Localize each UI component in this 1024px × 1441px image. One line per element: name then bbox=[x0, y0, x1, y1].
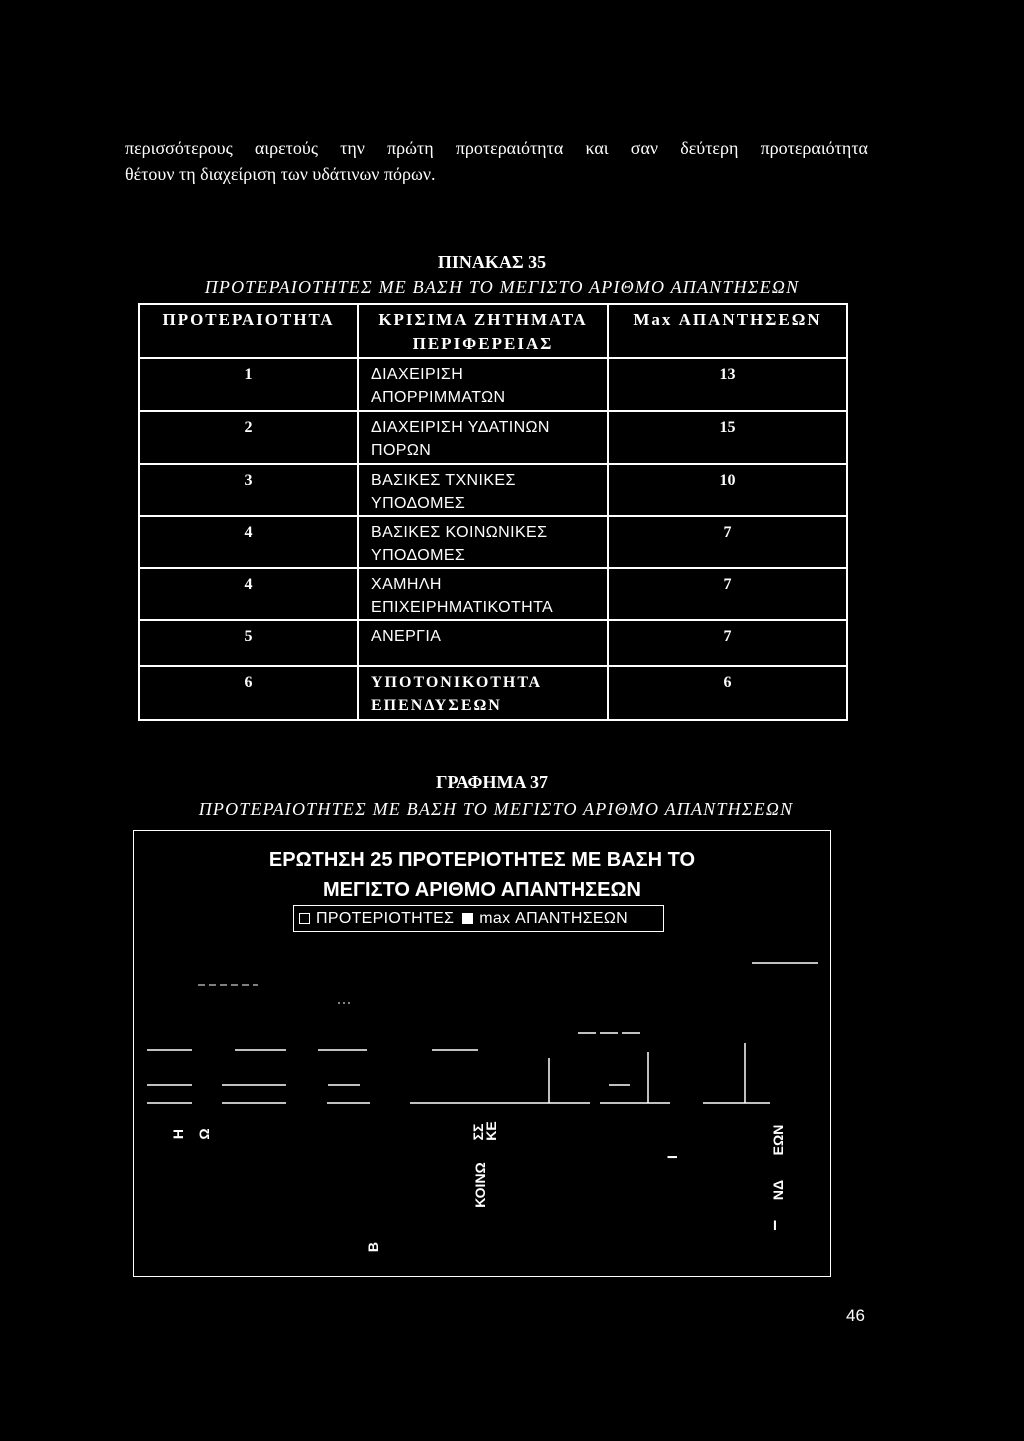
header-max-responses: Max ΑΠΑΝΤΗΣΕΩΝ bbox=[608, 304, 847, 358]
intro-paragraph-line-1: περισσότερους αιρετούς την πρώτη προτεραιότητα και σαν δεύτερη προτεραιότητα bbox=[125, 138, 868, 158]
axis-label-fragment: Ι bbox=[664, 1155, 680, 1159]
intro-paragraph-line-2: θέτουν τη διαχείριση των υδάτινων πόρων. bbox=[125, 164, 436, 184]
axis-label-fragment: Ω bbox=[196, 1128, 212, 1140]
priority-cell: 6 bbox=[139, 666, 358, 720]
issue-line: ΑΠΟΡΡΙΜΜΑΤΩΝ bbox=[371, 389, 506, 406]
issue-line: ΔΙΑΧΕΙΡΙΣΗ bbox=[371, 366, 464, 383]
header-issue-line: ΚΡΙΣΙΜΑ ΖΗΤΗΜΑΤΑ bbox=[378, 310, 588, 329]
issue-line: ΑΝΕΡΓΙΑ bbox=[371, 628, 442, 645]
page-number: 46 bbox=[846, 1306, 865, 1325]
max-responses-cell: 10 bbox=[608, 464, 847, 516]
figure-subtitle: ΠΡΟΤΕΡΑΙΟΤΗΤΕΣ ΜΕ ΒΑΣΗ ΤΟ ΜΕΓΙΣΤΟ ΑΡΙΘΜΟ ΑΠΑΝΤΗΣΕΩΝ bbox=[198, 799, 794, 819]
max-responses-cell: 13 bbox=[608, 358, 847, 411]
issue-line: ΒΑΣΙΚΕΣ ΤΧΝΙΚΕΣ bbox=[371, 472, 516, 489]
issue-line: ΒΑΣΙΚΕΣ ΚΟΙΝΩΝΙΚΕΣ bbox=[371, 524, 548, 541]
priority-cell: 1 bbox=[139, 358, 358, 411]
issue-line: ΔΙΑΧΕΙΡΙΣΗ ΥΔΑΤΙΝΩΝ bbox=[371, 419, 550, 436]
chart-title-line: ΕΡΩΤΗΣΗ 25 ΠΡΟΤΕΡΙΟΤΗΤΕΣ ΜΕ ΒΑΣΗ ΤΟ bbox=[268, 849, 696, 871]
priority-cell: 2 bbox=[139, 411, 358, 464]
axis-label-fragment: ΝΔ bbox=[770, 1179, 786, 1201]
axis-label-fragment: ΕΩΝ bbox=[770, 1124, 786, 1156]
issue-line: ΥΠΟΔΟΜΕΣ bbox=[371, 547, 466, 564]
max-responses-cell: 15 bbox=[608, 411, 847, 464]
legend-label: ΠΡΟΤΕΡΙΟΤΗΤΕΣ bbox=[316, 909, 455, 927]
axis-label-fragment: Ι bbox=[773, 1217, 777, 1233]
issue-line: ΠΟΡΩΝ bbox=[371, 442, 432, 459]
issue-line: ΕΠΕΝΔΥΣΕΩΝ bbox=[371, 697, 502, 714]
max-responses-cell: 7 bbox=[608, 620, 847, 666]
priority-cell: 4 bbox=[139, 568, 358, 620]
axis-label-fragment: ΚΕ bbox=[483, 1121, 499, 1141]
issue-line: ΥΠΟΤΟΝΙΚΟΤΗΤΑ bbox=[371, 674, 543, 691]
priority-cell: 3 bbox=[139, 464, 358, 516]
header-issue-line: ΠΕΡΙΦΕΡΕΙΑΣ bbox=[412, 334, 554, 353]
max-responses-cell: 7 bbox=[608, 568, 847, 620]
issue-line: ΥΠΟΔΟΜΕΣ bbox=[371, 495, 466, 512]
priority-cell: 4 bbox=[139, 516, 358, 568]
figure-title: ΓΡΑΦΗΜΑ 37 bbox=[436, 772, 548, 792]
table-subtitle: ΠΡΟΤΕΡΑΙΟΤΗΤΕΣ ΜΕ ΒΑΣΗ ΤΟ ΜΕΓΙΣΤΟ ΑΡΙΘΜΟ ΑΠΑΝΤΗΣΕΩΝ bbox=[204, 277, 800, 297]
table-title: ΠΙΝΑΚΑΣ 35 bbox=[437, 252, 547, 272]
axis-label-fragment: Η bbox=[170, 1128, 186, 1140]
axis-label-fragment: ΚΟΙΝΩ bbox=[472, 1162, 488, 1208]
chart-title-line: ΜΕΓΙΣΤΟ ΑΡΙΘΜΟ ΑΠΑΝΤΗΣΕΩΝ bbox=[323, 879, 641, 901]
max-responses-cell: 6 bbox=[608, 666, 847, 720]
legend-label: max ΑΠΑΝΤΗΣΕΩΝ bbox=[479, 909, 628, 927]
issue-line: ΧΑΜΗΛΗ bbox=[371, 576, 442, 593]
max-responses-cell: 7 bbox=[608, 516, 847, 568]
priority-cell: 5 bbox=[139, 620, 358, 666]
header-priority: ΠΡΟΤΕΡΑΙΟΤΗΤΑ bbox=[139, 304, 358, 358]
issue-line: ΕΠΙΧΕΙΡΗΜΑΤΙΚΟΤΗΤΑ bbox=[371, 599, 554, 616]
axis-label-fragment: Β bbox=[365, 1241, 381, 1253]
axis-label-fragment: ΣΣ bbox=[470, 1123, 486, 1141]
